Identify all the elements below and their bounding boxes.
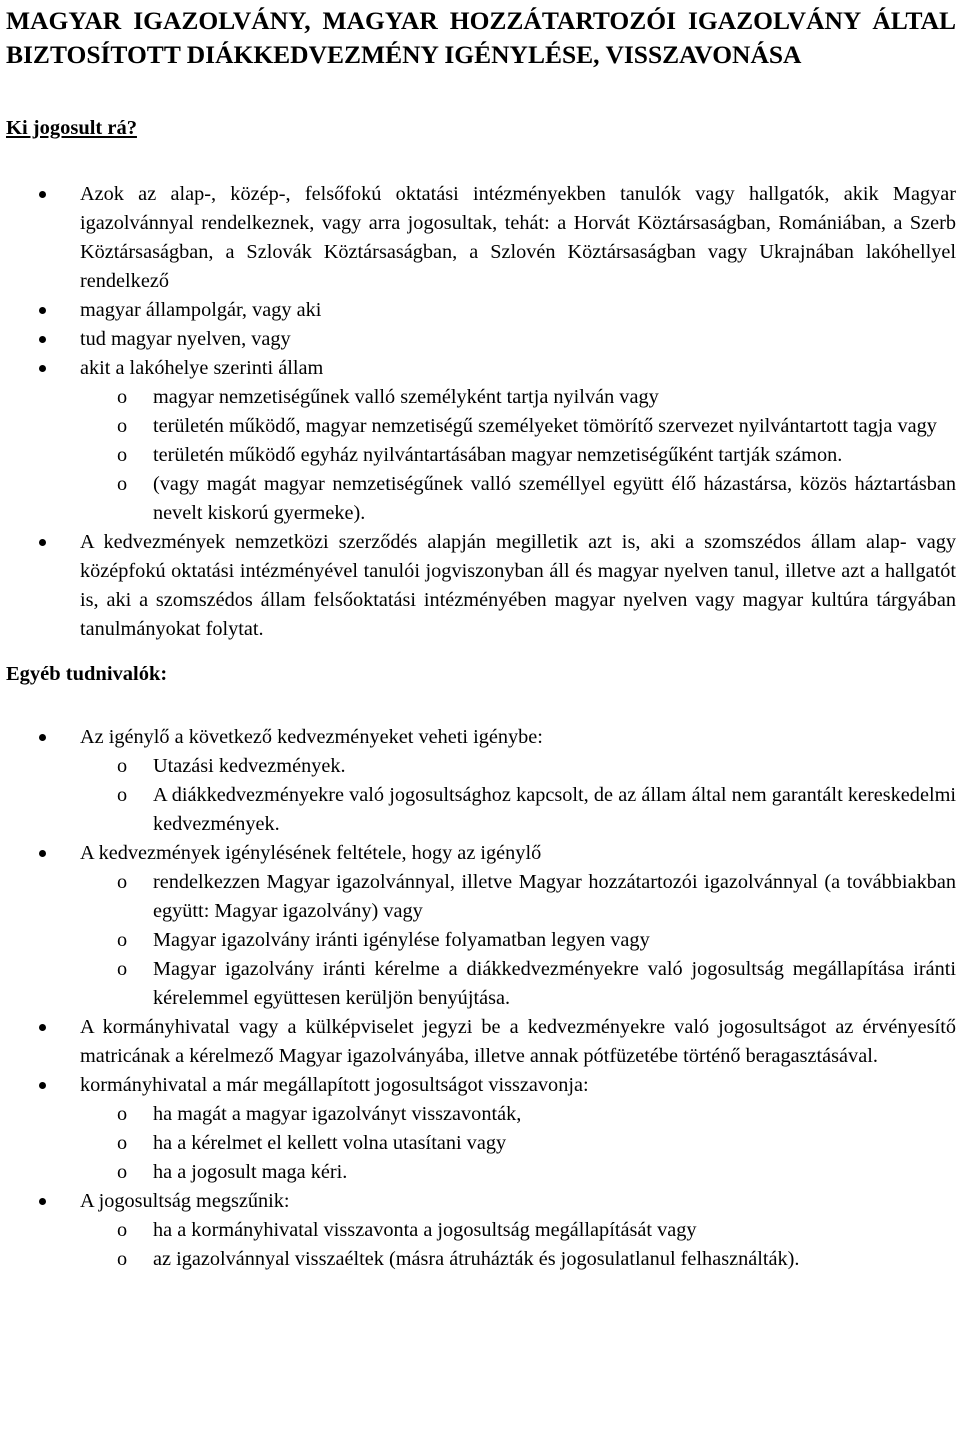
list-item: A kormányhivatal vagy a külképviselet jegyzi be a kedvezményekre való jogosultságot az érvényesítő matricának a kérelmező Magyar igazolványába, illetve annak pótfüzetébe történő beragasztásával.	[6, 1013, 956, 1071]
sub-list-item: o ha a jogosult maga kéri.	[6, 1158, 956, 1187]
sub-list-item: o (vagy magát magyar nemzetiségűnek valló személlyel együtt élő házastársa, közös háztartásban nevelt kiskorú gyermeke).	[6, 470, 956, 528]
other-info-list	[6, 723, 956, 1274]
sub-list-item: o területén működő, magyar nemzetiségű személyeket tömörítő szervezet nyilvántartott tagja vagy	[6, 412, 956, 441]
document-title: MAGYAR IGAZOLVÁNY, MAGYAR HOZZÁTARTOZÓI IGAZOLVÁNY ÁLTAL BIZTOSÍTOTT DIÁKKEDVEZMÉNY IGÉNYLÉSE, VISSZAVONÁSA	[6, 6, 956, 69]
eligibility-list	[6, 180, 956, 644]
list-item: kormányhivatal a már megállapított jogosultságot visszavonja:	[6, 1071, 956, 1100]
section-heading-other-info: Egyéb tudnivalók:	[6, 663, 168, 685]
list-item: A kedvezmények igénylésének feltétele, hogy az igénylő	[6, 839, 956, 868]
sub-list-item: o ha magát a magyar igazolványt visszavonták,	[6, 1100, 956, 1129]
list-item: magyar állampolgár, vagy aki	[6, 296, 956, 325]
sub-list-item: o területén működő egyház nyilvántartásában magyar nemzetiségűként tartják számon.	[6, 441, 956, 470]
list-item: tud magyar nyelven, vagy	[6, 325, 956, 354]
sub-list-item: o ha a kérelmet el kellett volna utasítani vagy	[6, 1129, 956, 1158]
sub-list-item: o rendelkezzen Magyar igazolvánnyal, illetve Magyar hozzátartozói igazolvánnyal (a továbbiakban együtt: Magyar igazolvány) vagy	[6, 868, 956, 926]
sub-list-item: o az igazolvánnyal visszaéltek (másra átruházták és jogosulatlanul felhasználták).	[6, 1245, 956, 1274]
list-item: Azok az alap-, közép-, felsőfokú oktatási intézményekben tanulók vagy hallgatók, akik Magyar igazolvánnyal rendelkeznek, vagy arra jogosultak, tehát: a Horvát Köztársaságban, Romániában, a Szerb Köztársaságban, a Szlovák Köztársaságban, a Szlovén Köztársaságban vagy Ukrajnában lakóhellyel rendelkező	[6, 180, 956, 296]
sub-list-item: o Magyar igazolvány iránti igénylése folyamatban legyen vagy	[6, 926, 956, 955]
list-item: Az igénylő a következő kedvezményeket veheti igénybe:	[6, 723, 956, 752]
sub-list-item: o Magyar igazolvány iránti kérelme a diákkedvezményekre való jogosultság megállapítása iránti kérelemmel együttesen kerüljön benyújtása.	[6, 955, 956, 1013]
document-page	[6, 4, 956, 1274]
sub-list-item: o ha a kormányhivatal visszavonta a jogosultság megállapítását vagy	[6, 1216, 956, 1245]
list-item: akit a lakóhelye szerinti állam	[6, 354, 956, 383]
sub-list-item: o A diákkedvezményekre való jogosultsághoz kapcsolt, de az állam által nem garantált kereskedelmi kedvezmények.	[6, 781, 956, 839]
sub-list-item: o Utazási kedvezmények.	[6, 752, 956, 781]
list-item: A jogosultság megszűnik:	[6, 1187, 956, 1216]
section-heading-eligibility: Ki jogosult rá?	[6, 117, 137, 139]
sub-list-item: o magyar nemzetiségűnek valló személyként tartja nyilván vagy	[6, 383, 956, 412]
list-item: A kedvezmények nemzetközi szerződés alapján megilletik azt is, aki a szomszédos állam alap- vagy középfokú oktatási intézményével tanulói jogviszonyban áll és magyar nyelven tanul, illetve azt a hallgatót is, aki a szomszédos állam felsőoktatási intézményében magyar nyelven vagy magyar kultúra tárgyában tanulmányokat folytat.	[6, 528, 956, 644]
